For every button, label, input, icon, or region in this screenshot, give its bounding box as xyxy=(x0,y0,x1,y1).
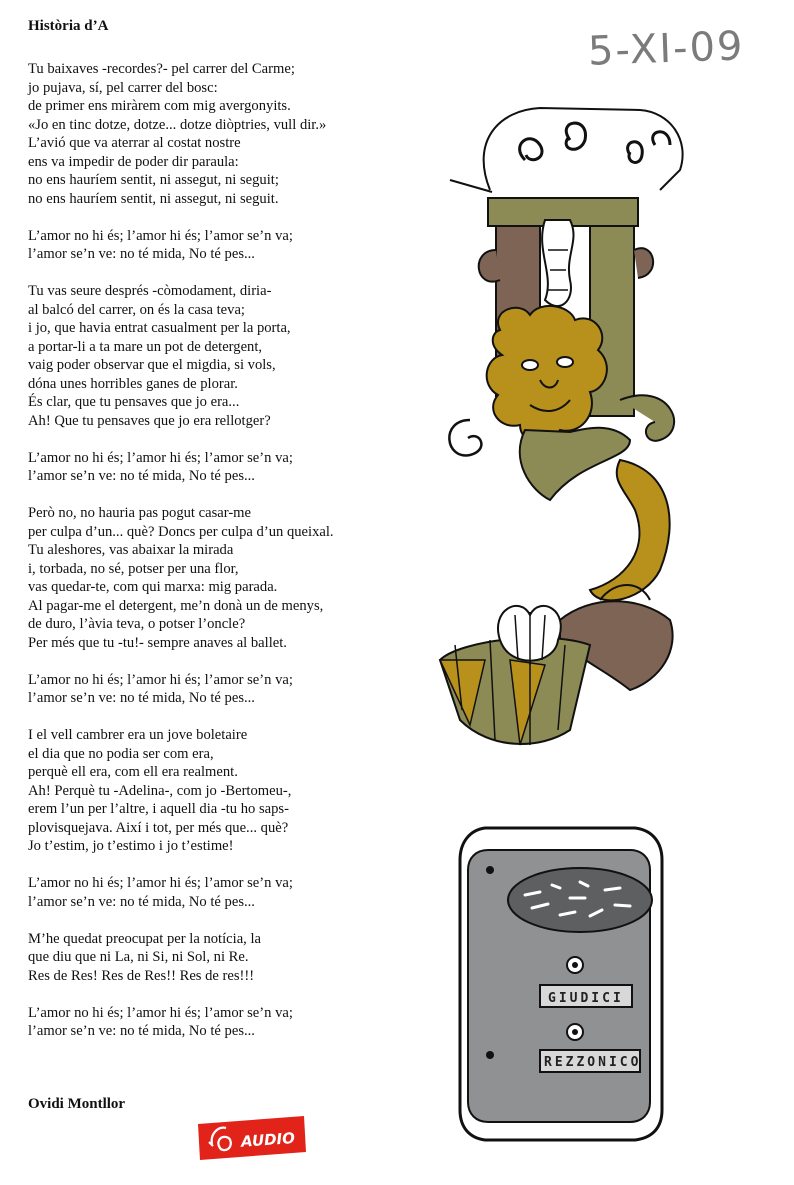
audio-button-label: AUDIO xyxy=(240,1129,296,1151)
poem-line: M’he quedat preocupat per la notícia, la xyxy=(28,930,261,947)
poem-line: Al pagar-me el detergent, me’n donà un de menys, xyxy=(28,597,324,614)
poem-line: Tu aleshores, vas abaixar la mirada xyxy=(28,542,234,558)
poem-line: de duro, l’àvia teva, o potser l’oncle? xyxy=(28,616,246,632)
poem-stanza xyxy=(28,930,428,986)
bell-button-1-center xyxy=(572,962,578,968)
poem-line: jo pujava, sí, pel carrer del bosc: xyxy=(28,79,218,96)
poem-line: Però no, no hauria pas pogut casar-me xyxy=(28,505,252,521)
poem-line: L’amor no hi és; l’amor hi és; l’amor se’n va; xyxy=(28,875,293,891)
poem-line: no ens hauríem sentit, ni assegut, ni seguit. xyxy=(28,190,279,207)
poem-line: no ens hauríem sentit, ni assegut, ni seguit; xyxy=(28,172,279,188)
poem-stanza xyxy=(28,227,428,264)
poem-stanza xyxy=(28,449,428,486)
door-plate-drawing xyxy=(440,820,680,1160)
poem-line: vaig poder observar que el migdia, si vols, xyxy=(28,357,276,373)
hanging-figure xyxy=(542,220,573,306)
scroll-ornament-left xyxy=(520,139,542,160)
dolphin-tail xyxy=(590,460,670,600)
speaker-grille xyxy=(508,868,652,932)
frame-left-line xyxy=(450,180,492,192)
poem-stanza xyxy=(28,504,428,652)
poem-author: Ovidi Montllor xyxy=(28,1096,126,1112)
poem-line: Res de Res! Res de Res!! Res de res!!! xyxy=(28,967,255,984)
poem-line: perquè ell era, com ell era realment. xyxy=(28,764,238,780)
lion-eye-right xyxy=(557,357,573,367)
door-knocker-drawing xyxy=(430,100,750,760)
poem-line: L’avió que va aterrar al costat nostre xyxy=(28,135,241,151)
poem-line: L’amor no hi és; l’amor hi és; l’amor se’n va; xyxy=(28,449,293,466)
frame-outline xyxy=(484,108,683,190)
lion-eye-left xyxy=(522,360,538,370)
poem-line: l’amor se’n ve: no té mida, No té pes... xyxy=(28,893,255,910)
poem-line: Ah! Perquè tu -Adelina-, com jo -Bertomeu-, xyxy=(28,782,292,799)
nameplate-1-label: GIUDICI xyxy=(548,991,624,1006)
poem-line: Tu baixaves -recordes?- pel carrer del Carme; xyxy=(28,61,295,77)
bell-button-2-center xyxy=(572,1029,578,1035)
poem-line: vas quedar-te, com qui marxa: mig parada. xyxy=(28,579,278,595)
poem-line: i, torbada, no sé, potser per una flor, xyxy=(28,560,239,577)
poem-line: l’amor se’n ve: no té mida, No té pes... xyxy=(28,468,255,484)
scroll-ornament-far-right xyxy=(653,132,670,145)
right-volute xyxy=(634,248,653,278)
poem-line: L’amor no hi és; l’amor hi és; l’amor se’n va; xyxy=(28,227,293,244)
poem-stanza xyxy=(28,60,428,208)
audio-button[interactable] xyxy=(196,1112,308,1162)
poem-line: al balcó del carrer, on és la casa teva; xyxy=(28,301,245,318)
nameplate-2-label: REZZONICO xyxy=(544,1055,642,1070)
poem-line: l’amor se’n ve: no té mida, No té pes... xyxy=(28,690,255,706)
poem-line: a portar-li a ta mare un pot de detergent, xyxy=(28,338,263,355)
poem-line: Per més que tu -tu!- sempre anaves al ballet. xyxy=(28,634,287,651)
audio-button-graphic xyxy=(196,1112,308,1162)
poem-line: de primer ens miràrem com mig avergonyits. xyxy=(28,98,291,114)
poem-line: plovisquejava. Així i tot, per més que... què? xyxy=(28,819,289,836)
poem-line: L’amor no hi és; l’amor hi és; l’amor se’n va; xyxy=(28,1004,293,1021)
poem-line: dóna unes horribles ganes de plorar. xyxy=(28,375,238,392)
poem-line: ens va impedir de poder dir paraula: xyxy=(28,153,239,170)
poem-stanza xyxy=(28,282,428,430)
poem-line: Jo t’estim, jo t’estimo i jo t’estime! xyxy=(28,838,234,854)
scroll-ornament-right xyxy=(628,142,643,163)
poem-stanza xyxy=(28,671,428,708)
poem-line: És clar, que tu pensaves que jo era... xyxy=(28,394,240,410)
handwritten-date: 5-XI-09 xyxy=(587,23,746,75)
poem-line: L’amor no hi és; l’amor hi és; l’amor se’n va; xyxy=(28,671,293,688)
poem-line: I el vell cambrer era un jove boletaire xyxy=(28,727,248,743)
poem-line: «Jo en tinc dotze, dotze... dotze diòptries, vull dir.» xyxy=(28,116,327,133)
poem-line: erem l’un per l’altre, i aquell dia -tu ho saps- xyxy=(28,801,289,817)
right-curl xyxy=(620,395,674,440)
poem-line: l’amor se’n ve: no té mida, No té pes... xyxy=(28,1023,255,1039)
scroll-ornament-center xyxy=(566,123,585,149)
poem-stanza xyxy=(28,1004,428,1041)
left-curl xyxy=(449,420,481,455)
poem-line: que diu que ni La, ni Si, ni Sol, ni Re. xyxy=(28,949,249,965)
plate-screw-bottom-left xyxy=(486,1051,494,1059)
poem-line: per culpa d’un... què? Doncs per culpa d’un queixal. xyxy=(28,523,334,540)
poem-line: i jo, que havia entrat casualment per la porta, xyxy=(28,320,291,336)
knocker-body xyxy=(520,428,630,500)
plate-screw-top-left xyxy=(486,866,494,874)
poem-line: Ah! Que tu pensaves que jo era rellotger? xyxy=(28,412,271,429)
poem-stanza xyxy=(28,874,428,911)
poem-line: Tu vas seure després -còmodament, diria- xyxy=(28,283,272,299)
lion-mane xyxy=(487,306,607,443)
poem-stanza xyxy=(28,726,428,856)
poem-line: l’amor se’n ve: no té mida, No té pes... xyxy=(28,246,255,262)
poem-body xyxy=(28,60,428,1059)
poem-line: el dia que no podia ser com era, xyxy=(28,745,214,762)
poem-title: Història d’A xyxy=(28,18,109,34)
